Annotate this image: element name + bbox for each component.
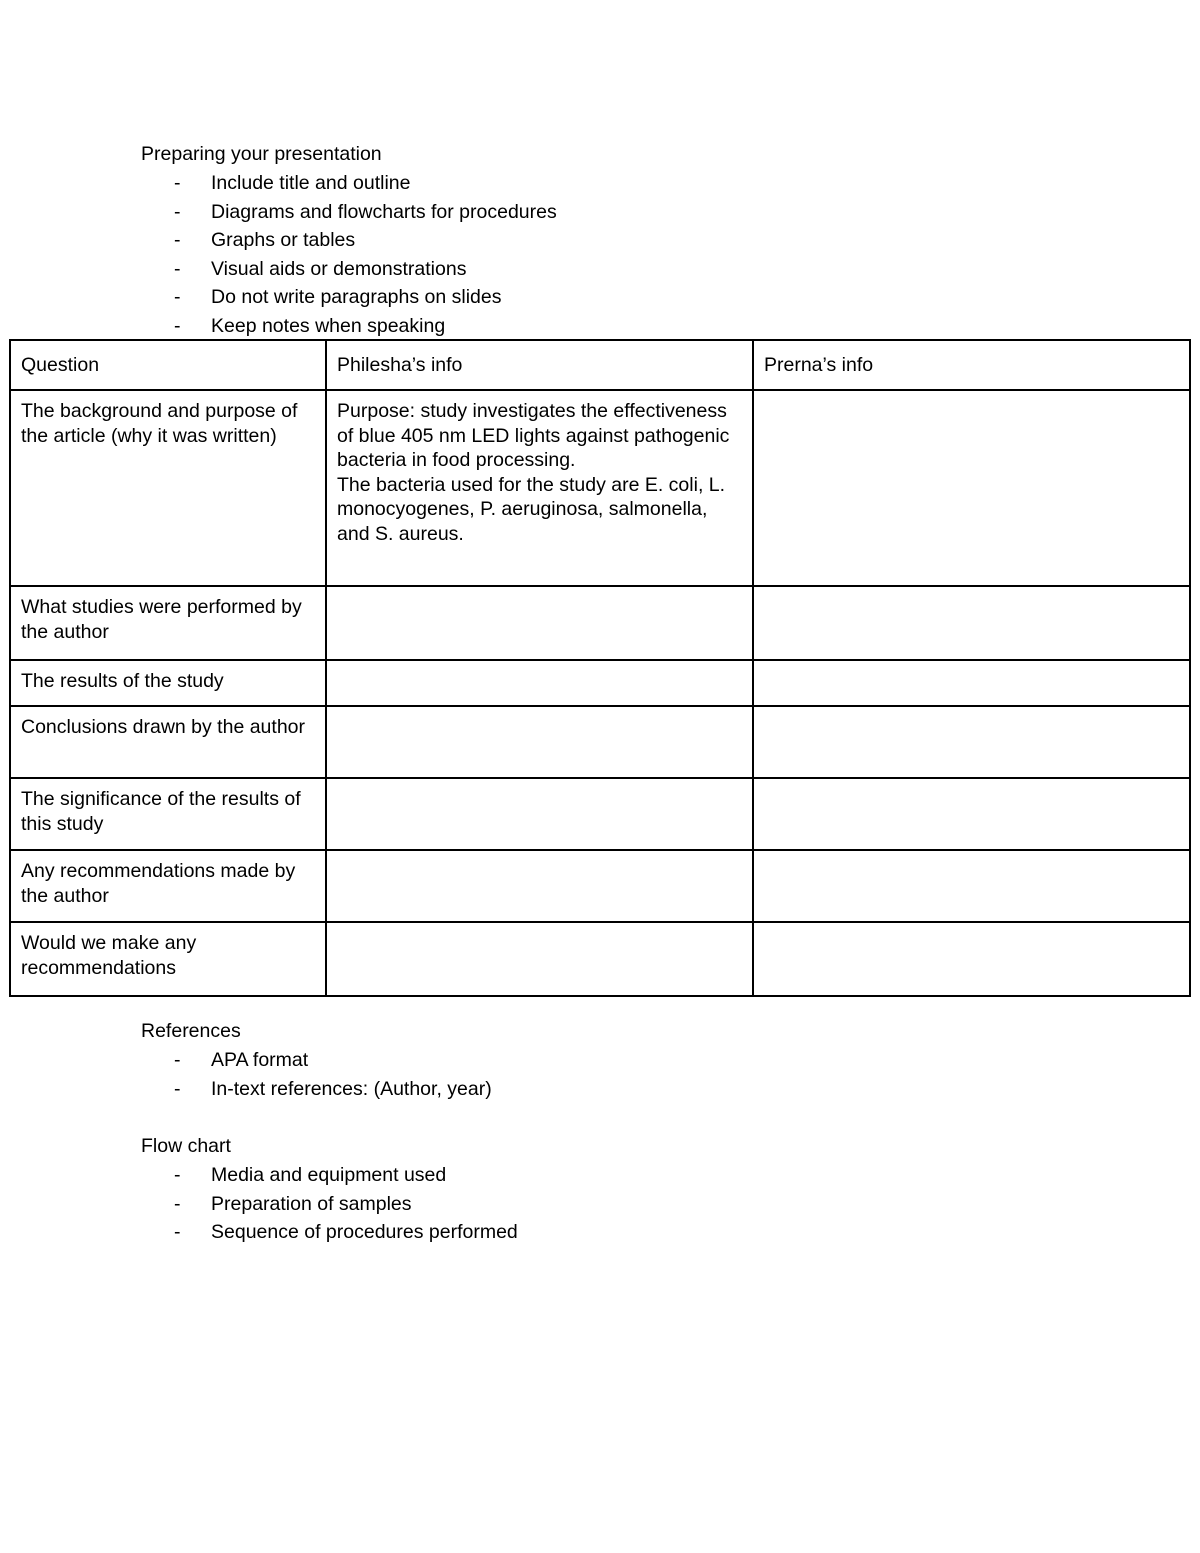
references-list — [141, 1046, 492, 1103]
bullet-dash: - — [174, 1164, 181, 1186]
bullet-dash: - — [174, 229, 181, 252]
prerna-cell[interactable] — [753, 390, 1190, 586]
list-item-text: Media and equipment used — [211, 1164, 447, 1186]
header-prerna-info: Prerna’s info — [753, 340, 1190, 390]
bullet-dash: - — [174, 200, 181, 223]
prerna-cell[interactable] — [753, 706, 1190, 778]
prerna-cell[interactable] — [753, 778, 1190, 850]
table-row — [10, 850, 1190, 922]
philesha-cell[interactable] — [326, 660, 753, 706]
table-row — [10, 778, 1190, 850]
list-item-text: Do not write paragraphs on slides — [211, 286, 502, 309]
question-cell: Would we make any recommendations — [10, 922, 326, 996]
list-item — [141, 255, 557, 284]
question-cell: The results of the study — [10, 660, 326, 706]
philesha-cell[interactable] — [326, 778, 753, 850]
list-item-text: APA format — [211, 1049, 309, 1071]
flow-chart-heading: Flow chart — [141, 1135, 231, 1157]
bullet-dash: - — [174, 257, 181, 280]
list-item — [141, 1218, 518, 1247]
list-item — [141, 1046, 492, 1075]
list-item-text: In-text references: (Author, year) — [211, 1077, 492, 1100]
table-row — [10, 390, 1190, 586]
list-item — [141, 1190, 518, 1219]
preparing-heading: Preparing your presentation — [141, 143, 382, 165]
bullet-dash: - — [174, 172, 181, 194]
philesha-cell[interactable] — [326, 850, 753, 922]
list-item — [141, 1161, 518, 1190]
prerna-cell[interactable] — [753, 922, 1190, 996]
list-item-text: Sequence of procedures performed — [211, 1221, 518, 1244]
bullet-dash: - — [174, 286, 181, 309]
article-notes-table — [9, 339, 1191, 997]
references-heading: References — [141, 1020, 241, 1042]
philesha-cell[interactable]: Purpose: study investigates the effectiveness of blue 405 nm LED lights against pathogenic bacteria in food processing. The bacteria used for the study are E. coli, L. monocyogenes, P. aeruginosa, salmonella, and S. aureus. — [326, 390, 753, 586]
philesha-cell[interactable] — [326, 706, 753, 778]
table-row — [10, 922, 1190, 996]
table-row — [10, 586, 1190, 660]
list-item-text: Graphs or tables — [211, 229, 356, 252]
list-item — [141, 283, 557, 312]
prerna-cell[interactable] — [753, 586, 1190, 660]
philesha-cell[interactable] — [326, 922, 753, 996]
bullet-dash: - — [174, 1192, 181, 1215]
flow-chart-list — [141, 1161, 518, 1247]
preparing-list — [141, 169, 557, 341]
list-item-text: Preparation of samples — [211, 1192, 412, 1215]
question-cell: The background and purpose of the article (why it was written) — [10, 390, 326, 586]
bullet-dash: - — [174, 1221, 181, 1244]
list-item — [141, 198, 557, 227]
prerna-cell[interactable] — [753, 660, 1190, 706]
prerna-cell[interactable] — [753, 850, 1190, 922]
list-item-text: Diagrams and flowcharts for procedures — [211, 200, 557, 223]
list-item — [141, 312, 557, 341]
table-header-row — [10, 340, 1190, 390]
list-item-text: Keep notes when speaking — [211, 314, 446, 337]
list-item-text: Include title and outline — [211, 172, 411, 194]
bullet-dash: - — [174, 314, 181, 337]
list-item — [141, 226, 557, 255]
question-cell: Any recommendations made by the author — [10, 850, 326, 922]
bullet-dash: - — [174, 1077, 181, 1100]
list-item — [141, 1075, 492, 1104]
question-cell: The significance of the results of this study — [10, 778, 326, 850]
question-cell: What studies were performed by the author — [10, 586, 326, 660]
list-item — [141, 169, 557, 198]
question-cell: Conclusions drawn by the author — [10, 706, 326, 778]
header-question: Question — [10, 340, 326, 390]
table-row — [10, 706, 1190, 778]
header-philesha-info: Philesha’s info — [326, 340, 753, 390]
bullet-dash: - — [174, 1049, 181, 1071]
list-item-text: Visual aids or demonstrations — [211, 257, 467, 280]
table-row — [10, 660, 1190, 706]
philesha-cell[interactable] — [326, 586, 753, 660]
